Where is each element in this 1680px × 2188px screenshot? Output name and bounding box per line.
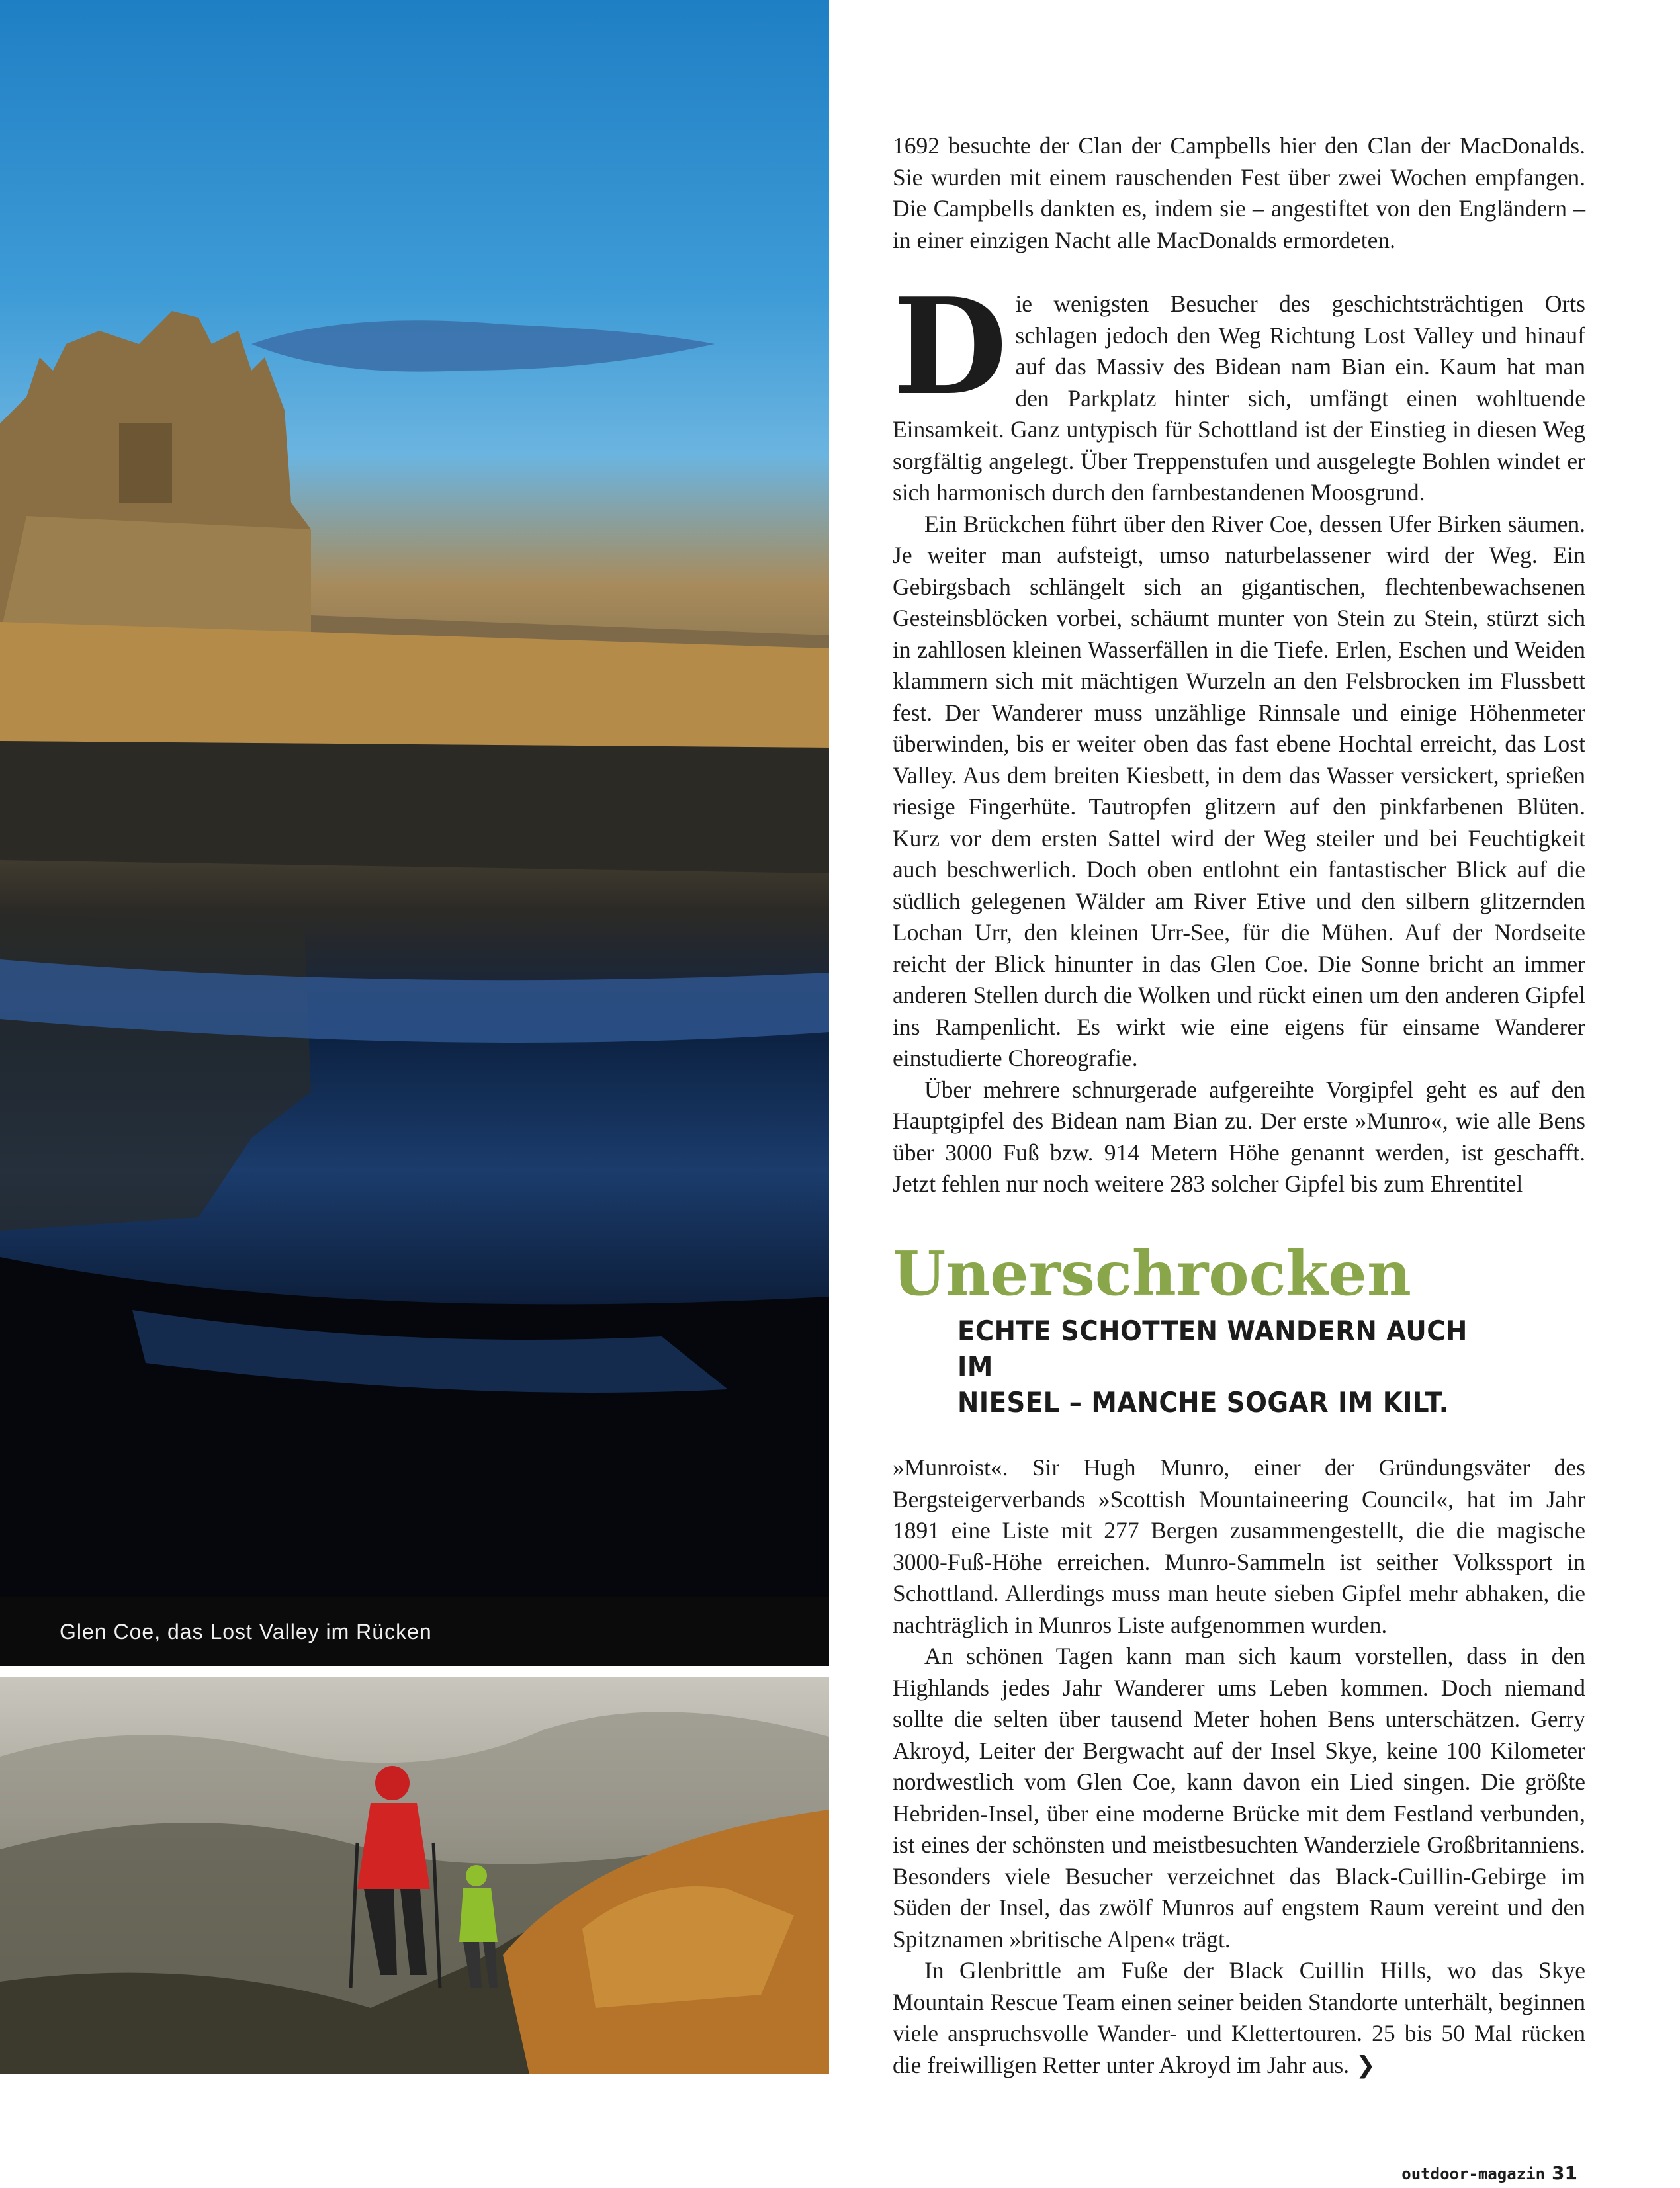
page-footer: [1401, 2162, 1577, 2184]
dropcap-paragraph: [893, 269, 1585, 509]
dropcap-letter: D: [893, 269, 1008, 425]
article-column-bottom: [893, 1452, 1585, 2081]
page-number: 31: [1552, 2162, 1577, 2184]
intro-paragraph: 1692 besuchte der Clan der Campbells hier den Clan der MacDonalds. Sie wurden mit einem rauschenden Fest über zwei Wochen empfangen. Die Campbells dankten es, indem sie – angestiftet von den Engländern – in einer einzigen Nacht alle MacDonalds ermordeten.: [893, 132, 1585, 253]
magazine-name: outdoor-magazin: [1401, 2165, 1546, 2183]
paragraph-glenbrittle: [893, 1955, 1585, 2081]
photo-caption: Glen Coe, das Lost Valley im Rücken: [0, 1597, 829, 1666]
paragraph-munro: Über mehrere schnurgerade aufgereihte Vorgipfel geht es auf den Hauptgipfel des Bidean nam Bian zu. Der erste »Munro«, wie alle Bens über 3000 Fuß bzw. 914 Metern Höhe genannt werden, ist geschafft. Jetzt fehlen nur noch weitere 283 solcher Gipfel bis zum Ehrentitel: [893, 1076, 1585, 1197]
dropcap-paragraph-text: ie wenigsten Besucher des geschichtsträchtigen Orts schlagen jedoch den Weg Richtung Lost Valley und hinauf auf das Massiv des Bidean nam Bian ein. Kaum hat man den Parkplatz hinter sich, umfängt einen wohltuende Einsamkeit. Ganz untypisch für Schottland ist der Einstieg in diesen Weg sorgfältig angelegt. Über Treppenstufen und ausgelegte Bohlen windet er sich harmonisch durch den farnbestandenen Moosgrund.: [893, 290, 1585, 505]
section-headline: Unerschrocken: [893, 1238, 1411, 1309]
hikers-photo: [0, 1677, 829, 2074]
section-subhead: [957, 1313, 1505, 1421]
subhead-line-1: ECHTE SCHOTTEN WANDERN AUCH IM: [957, 1315, 1468, 1383]
continue-arrow-icon: ❯: [1356, 2051, 1376, 2079]
paragraph-highlands: An schönen Tagen kann man sich kaum vorstellen, dass in den Highlands jedes Jahr Wanderer ums Leben kommen. Doch niemand sollte die selten über tausend Meter hohen Bens unterschätzen. Gerry Akroyd, Leiter der Bergwacht auf der Insel Skye, keine 100 Kilometer nordwestlich vom Glen Coe, kann davon ein Lied singen. Die größte Hebriden-Insel, über eine moderne Brücke mit dem Festland verbunden, ist eines der schönsten und meistbesuchten Wanderziele Großbritanniens. Besonders viele Besucher verzeichnet das Black-Cuillin-Gebirge im Süden der Insel, das zwölf Munros auf engstem Raum vereint und den Spitznamen »britische Alpen« trägt.: [893, 1643, 1585, 1952]
article-column-top: [893, 130, 1585, 256]
castle-loch-photo: [0, 0, 829, 1626]
article-column-middle: [893, 269, 1585, 1200]
subhead-line-2: NIESEL – MANCHE SOGAR IM KILT.: [957, 1386, 1449, 1419]
paragraph-munroist: »Munroist«. Sir Hugh Munro, einer der Gründungsväter des Bergsteigerverbands »Scottish Mountaineering Council«, hat im Jahr 1891 eine Liste mit 277 Bergen zusammengestellt, die die magische 3000-Fuß-Höhe erreichen. Munro-Sammeln ist seither Volkssport in Schottland. Allerdings muss man heute sieben Gipfel mehr abhaken, die nachträglich in Munros Liste aufgenommen wurden.: [893, 1454, 1585, 1638]
paragraph-river-coe: Ein Brückchen führt über den River Coe, dessen Ufer Birken säumen. Je weiter man aufsteigt, umso naturbelassener wird der Weg. Ein Gebirgsbach schlängelt sich an gigantischen, flechtenbewachsenen Gesteinsblöcken vorbei, schäumt munter von Stein zu Stein, stürzt sich in zahllosen kleinen Wasserfällen in die Tiefe. Erlen, Eschen und Weiden klammern sich mit mächtigen Wurzeln an den Felsbrocken im Flussbett fest. Der Wanderer muss unzählige Rinnsale und einige Höhenmeter überwinden, bis er weiter oben das fast ebene Hochtal erreicht, das Lost Valley. Aus dem breiten Kiesbett, in dem das Wasser versickert, sprießen riesige Fingerhüte. Tautropfen glitzern auf den pinkfarbenen Blüten. Kurz vor dem ersten Sattel wird der Weg steiler und bei Feuchtigkeit auch beschwerlich. Doch oben entlohnt ein fantastischer Blick auf die südlich gelegenen Wälder am River Etive und den silbern glitzernden Lochan Urr, den kleinen Urr-See, für die Mühen. Auf der Nordseite reicht der Blick hinunter in das Glen Coe. Die Sonne bricht an immer anderen Stellen durch die Wolken und rückt einen um den anderen Gipfel ins Rampenlicht. Es wirkt wie eine eigens für einsame Wanderer einstudierte Choreografie.: [893, 510, 1585, 1071]
castle-loch-illustration: [0, 0, 829, 1626]
paragraph-glenbrittle-text: In Glenbrittle am Fuße der Black Cuillin Hills, wo das Skye Mountain Rescue Team einen seiner beiden Standorte unterhält, beginnen viele anspruchsvolle Wander- und Klettertouren. 25 bis 50 Mal rücken die freiwilligen Retter unter Akroyd im Jahr aus.: [893, 1957, 1585, 2078]
hikers-illustration: [0, 1677, 829, 2074]
